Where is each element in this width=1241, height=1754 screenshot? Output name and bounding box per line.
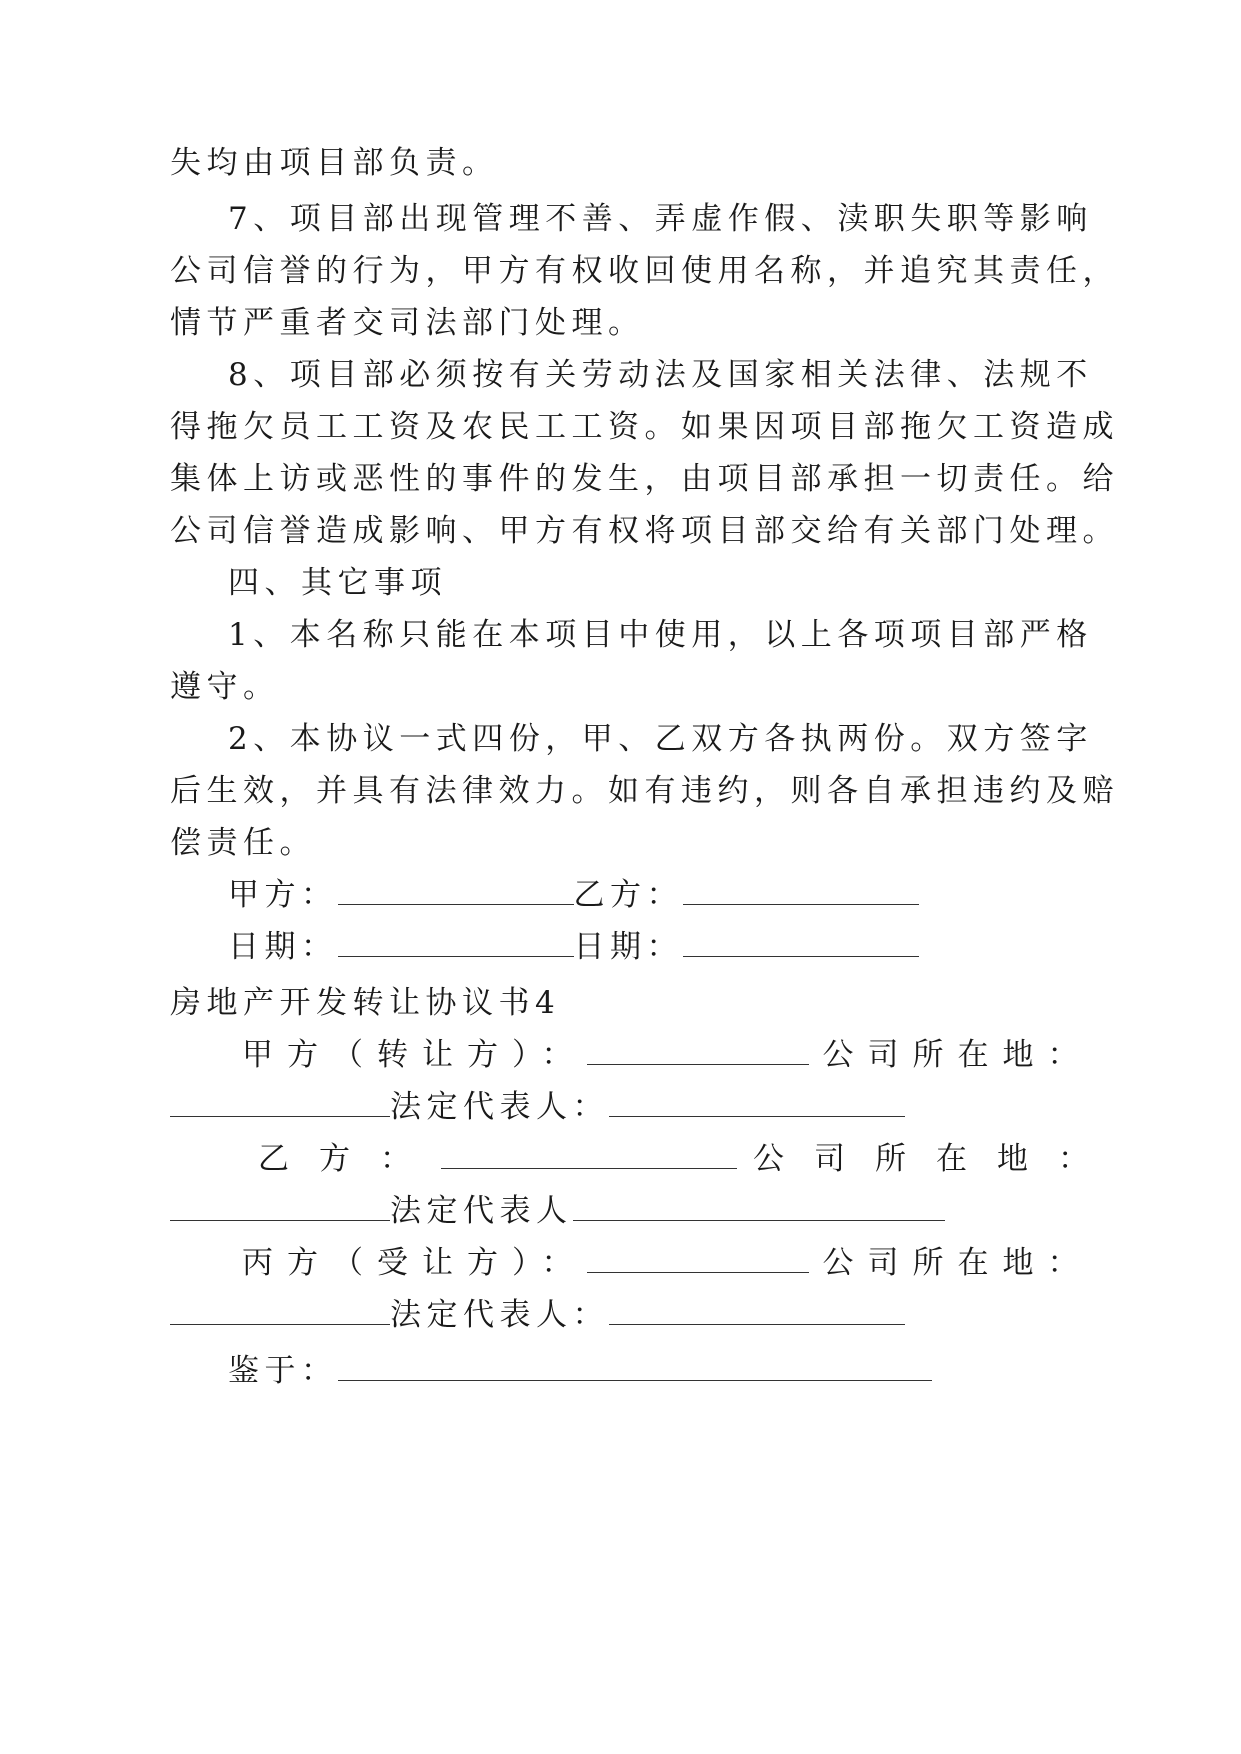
transferor-blank[interactable] [587,1040,809,1065]
party-a-blank[interactable] [338,880,574,905]
address-label: 公司所在地： [753,1141,1119,1177]
legal-rep-blank[interactable] [609,1092,905,1117]
address-label: 公司所在地： [822,1245,1093,1281]
legal-rep-label: 法定代表人： [390,1297,609,1333]
date-a-blank[interactable] [338,932,574,957]
whereas-row [228,1351,932,1391]
legal-rep-blank[interactable] [573,1196,945,1221]
section-heading: 四、其它事项 [228,565,447,601]
paragraph-line: 7、项目部出现管理不善、弄虚作假、渎职失职等影响 [228,201,1093,237]
party-b-blank[interactable] [683,880,919,905]
transferee-row [242,1243,1093,1283]
address-blank[interactable] [170,1196,390,1221]
transferor-label: 甲方（转让方）： [242,1037,587,1073]
transferor-row [242,1035,1093,1075]
party-b-label: 乙方： [573,877,683,913]
date-b-label: 日期： [573,929,683,965]
paragraph-line: 偿责任。 [170,825,316,861]
party-b-row [258,1139,1119,1179]
paragraph-line: 遵守。 [170,669,280,705]
paragraph-line: 8、项目部必须按有关劳动法及国家相关法律、法规不 [228,357,1093,393]
paragraph-line: 后生效，并具有法律效力。如有违约，则各自承担违约及赔 [170,773,1119,809]
legal-rep-label: 法定代表人 [390,1193,573,1229]
transferor-rep-row [170,1087,905,1127]
paragraph-line: 集体上访或恶性的事件的发生，由项目部承担一切责任。给 [170,461,1119,497]
legal-rep-label: 法定代表人： [390,1089,609,1125]
paragraph-line: 情节严重者交司法部门处理。 [170,305,645,341]
paragraph-line: 1、本名称只能在本项目中使用，以上各项项目部严格 [228,617,1093,653]
paragraph-line: 公司信誉造成影响、甲方有权将项目部交给有关部门处理。 [170,513,1119,549]
paragraph-line: 公司信誉的行为，甲方有权收回使用名称，并追究其责任， [170,253,1119,289]
party-b-name-blank[interactable] [441,1144,737,1169]
signature-row [228,875,919,915]
address-blank[interactable] [170,1300,390,1325]
paragraph-line: 2、本协议一式四份，甲、乙双方各执两份。双方签字 [228,721,1093,757]
paragraph-line: 得拖欠员工工资及农民工工资。如果因项目部拖欠工资造成 [170,409,1119,445]
transferee-label: 丙方（受让方）： [242,1245,587,1281]
date-a-label: 日期： [228,929,338,965]
date-b-blank[interactable] [683,932,919,957]
address-label: 公司所在地： [822,1037,1093,1073]
transferee-blank[interactable] [587,1248,809,1273]
date-row [228,927,919,967]
party-b-rep-row [170,1191,945,1231]
party-a-label: 甲方： [228,877,338,913]
document-title: 房地产开发转让协议书4 [170,985,561,1021]
party-b-label: 乙方： [258,1141,441,1177]
transferee-rep-row [170,1295,905,1335]
address-blank[interactable] [170,1092,390,1117]
legal-rep-blank[interactable] [609,1300,905,1325]
paragraph-line: 失均由项目部负责。 [170,145,499,181]
whereas-blank[interactable] [338,1356,932,1381]
whereas-label: 鉴于： [228,1353,338,1389]
